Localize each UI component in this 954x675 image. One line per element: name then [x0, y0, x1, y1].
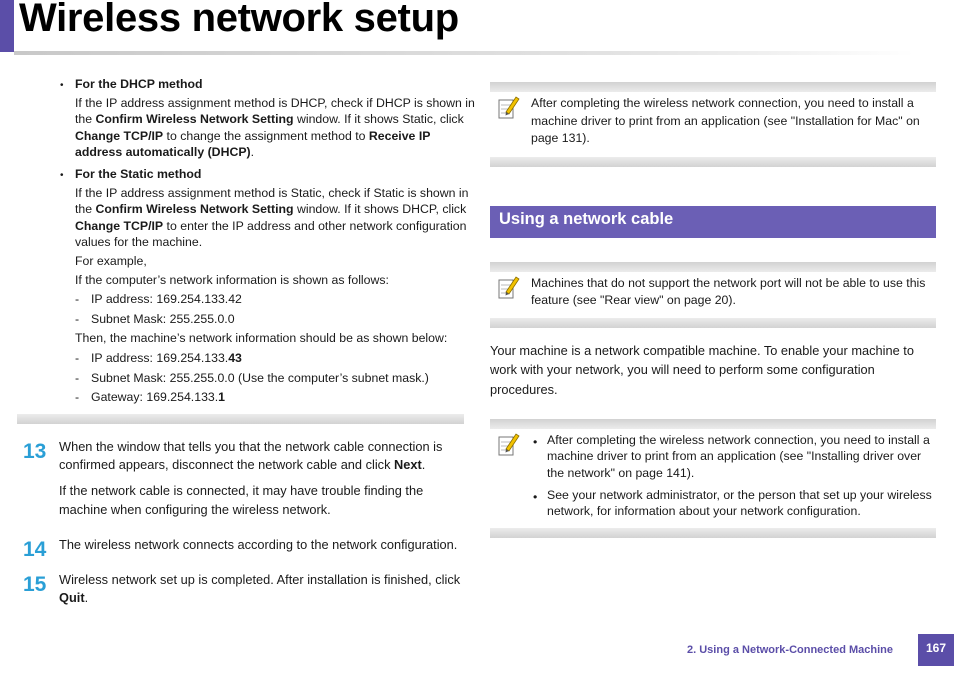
note-text-line: feature (see "Rear view" on page 20).	[531, 293, 736, 307]
static-text-line: Change TCP/IP to enter the IP address and other network configuration	[75, 219, 467, 233]
step-text-line: Wireless network set up is completed. After installation is finished, click	[59, 572, 461, 587]
dash: -	[75, 390, 80, 404]
note-text-line: network, for information about your network configuration.	[547, 504, 861, 518]
static-text-line: values for the machine.	[75, 235, 203, 249]
step-text-line: confirmed appears, disconnect the network cable and click Next.	[59, 457, 426, 472]
note-pencil-icon	[498, 431, 520, 457]
body-text-line: Your machine is a network compatible machine. To enable your machine to	[490, 343, 914, 358]
machine-ip-item: IP address: 169.254.133.43	[91, 351, 242, 365]
footer-chapter: 2. Using a Network-Connected Machine	[687, 644, 893, 656]
computer-info-label: If the computer’s network information is shown as follows:	[75, 273, 389, 287]
static-text-line: If the IP address assignment method is Static, check if Static is shown in	[75, 186, 469, 200]
note-pencil-icon	[498, 94, 520, 120]
note-text-line: See your network administrator, or the person that set up your wireless	[547, 488, 932, 502]
dhcp-text-line: Change TCP/IP to change the assignment method to Receive IP	[75, 129, 431, 143]
step-text-line: machine when configuring the wireless network.	[59, 502, 331, 517]
page-title: Wireless network setup	[19, 0, 459, 40]
dhcp-text-line: the Confirm Wireless Network Setting window. If it shows Static, click	[75, 112, 464, 126]
note-bottom-bar	[490, 318, 936, 328]
dhcp-text-line: If the IP address assignment method is DHCP, check if DHCP is shown in	[75, 96, 475, 110]
dash: -	[75, 351, 80, 365]
body-text-line: procedures.	[490, 382, 558, 397]
step-text-line: Quit.	[59, 590, 89, 605]
static-heading: For the Static method	[75, 167, 202, 181]
note-pencil-icon	[498, 274, 520, 300]
step-number: 14	[23, 538, 47, 561]
step-text-line: When the window that tells you that the network cable connection is	[59, 439, 443, 454]
note-top-bar	[490, 419, 936, 429]
note-top-bar	[490, 82, 936, 92]
example-label: For example,	[75, 254, 147, 268]
step-text-line: The wireless network connects according to the network configuration.	[59, 537, 458, 552]
title-divider	[14, 51, 914, 55]
dhcp-text-line: address automatically (DHCP).	[75, 145, 255, 159]
bullet-dot: •	[60, 170, 64, 181]
computer-ip-item: IP address: 169.254.133.42	[91, 292, 242, 306]
page-number: 167	[925, 641, 947, 655]
note-top-bar	[490, 262, 936, 272]
note-divider	[17, 414, 464, 424]
dash: -	[75, 292, 80, 306]
note-text-line: the network" on page 141).	[547, 466, 695, 480]
bullet-dot: •	[60, 80, 64, 91]
dash: -	[75, 371, 80, 385]
computer-mask-item: Subnet Mask: 255.255.0.0	[91, 312, 235, 326]
note-bottom-bar	[490, 528, 936, 538]
machine-info-label: Then, the machine’s network information should be as shown below:	[75, 331, 448, 345]
note-text-line: After completing the wireless network connection, you need to install a	[547, 433, 930, 447]
note-text-line: machine driver to print from an application (see "Installing driver over	[547, 449, 922, 463]
step-number: 15	[23, 573, 47, 596]
note-text-line: After completing the wireless network connection, you need to install a	[531, 96, 914, 110]
dash: -	[75, 312, 80, 326]
bullet-dot: •	[533, 490, 538, 504]
section-title: Using a network cable	[499, 210, 674, 228]
title-accent-bar	[0, 0, 14, 52]
note-bottom-bar	[490, 157, 936, 167]
machine-mask-item: Subnet Mask: 255.255.0.0 (Use the computer’s subnet mask.)	[91, 371, 429, 385]
dhcp-heading: For the DHCP method	[75, 77, 203, 91]
step-number: 13	[23, 440, 47, 463]
note-text-line: Machines that do not support the network port will not be able to use this	[531, 276, 926, 290]
bullet-dot: •	[533, 435, 538, 449]
step-text-line: If the network cable is connected, it may have trouble finding the	[59, 483, 424, 498]
note-text-line: machine driver to print from an application (see "Installation for Mac" on	[531, 114, 920, 128]
note-text-line: page 131).	[531, 131, 590, 145]
body-text-line: work with your network, you will need to perform some configuration	[490, 362, 875, 377]
static-text-line: the Confirm Wireless Network Setting window. If it shows DHCP, click	[75, 202, 467, 216]
machine-gateway-item: Gateway: 169.254.133.1	[91, 390, 226, 404]
